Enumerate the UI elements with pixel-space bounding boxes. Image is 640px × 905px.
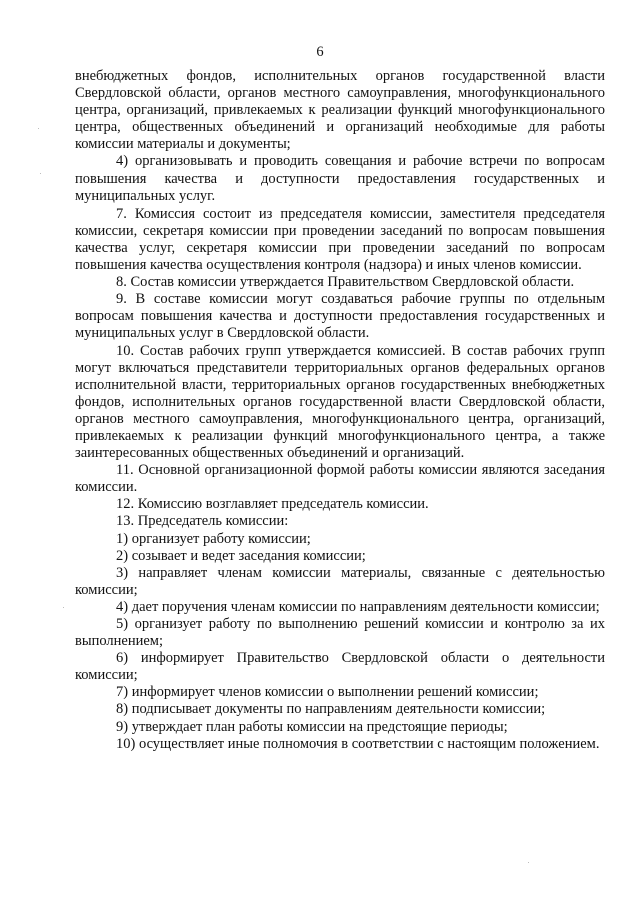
scan-speck	[528, 862, 529, 863]
scan-speck	[40, 173, 41, 174]
paragraph-7-composition: 7. Комиссия состоит из председателя комиссии, заместителя председателя комиссии, секретаря комиссии при проведении заседаний по вопросам повышения качества услуг, секретаря комиссии при проведении заседаний по вопросам повышения качества осуществления контроля (надзора) и иных членов комиссии.	[75, 205, 605, 274]
list-item-7: 7) информирует членов комиссии о выполнении решений комиссии;	[116, 684, 539, 701]
paragraph-11-meetings-form: 11. Основной организационной формой работы комиссии являются заседания комиссии.	[75, 462, 605, 496]
scan-speck	[38, 128, 39, 129]
list-item-6: 6) информирует Правительство Свердловской области о деятельности комиссии;	[75, 650, 605, 684]
list-item-5: 5) организует работу по выполнению решений комиссии и контролю за их выполнением;	[75, 616, 605, 650]
list-item-3: 3) направляет членам комиссии материалы, связанные с деятельностью комиссии;	[75, 564, 605, 598]
document-body	[75, 68, 605, 753]
paragraph-8-approval: 8. Состав комиссии утверждается Правительством Свердловской области.	[116, 274, 575, 291]
paragraph-continuation: внебюджетных фондов, исполнительных органов государственной власти Свердловской области, органов местного самоуправления, многофункционального центра, организаций, привлекаемых к реализации функций многофункционального центра, общественных объединений и организаций необходимые для работы комиссии материалы и документы;	[75, 68, 605, 153]
paragraph-13-chairman-duties: 13. Председатель комиссии:	[116, 513, 289, 530]
scan-speck	[63, 607, 64, 608]
list-item-9: 9) утверждает план работы комиссии на предстоящие периоды;	[116, 718, 508, 735]
list-item-4: 4) дает поручения членам комиссии по направлениям деятельности комиссии;	[116, 598, 600, 615]
paragraph-12-chairman: 12. Комиссию возглавляет председатель комиссии.	[116, 496, 429, 513]
paragraph-item-4-meetings: 4) организовывать и проводить совещания и рабочие встречи по вопросам повышения качества и доступности предоставления государственных и муниципальных услуг.	[75, 153, 605, 204]
list-item-1: 1) организует работу комиссии;	[116, 530, 311, 547]
page-number: 6	[316, 44, 324, 60]
list-item-2: 2) созывает и ведет заседания комиссии;	[116, 547, 366, 564]
paragraph-9-working-groups: 9. В составе комиссии могут создаваться рабочие группы по отдельным вопросам повышения качества и доступности предоставления государственных и муниципальных услуг в Свердловской области.	[75, 291, 605, 342]
paragraph-10-working-groups-composition: 10. Состав рабочих групп утверждается комиссией. В состав рабочих групп могут включаться представители территориальных органов федеральных органов исполнительной власти, территориальных органов государственных внебюджетных фондов, исполнительных органов государственной власти Свердловской области, органов местного самоуправления, многофункционального центра, организаций, привлекаемых к реализации функций многофункционального центра, а также заинтересованных общественных объединений и организаций.	[75, 342, 605, 462]
list-item-8: 8) подписывает документы по направлениям деятельности комиссии;	[116, 701, 546, 718]
list-item-10: 10) осуществляет иные полномочия в соответствии с настоящим положением.	[116, 735, 600, 752]
